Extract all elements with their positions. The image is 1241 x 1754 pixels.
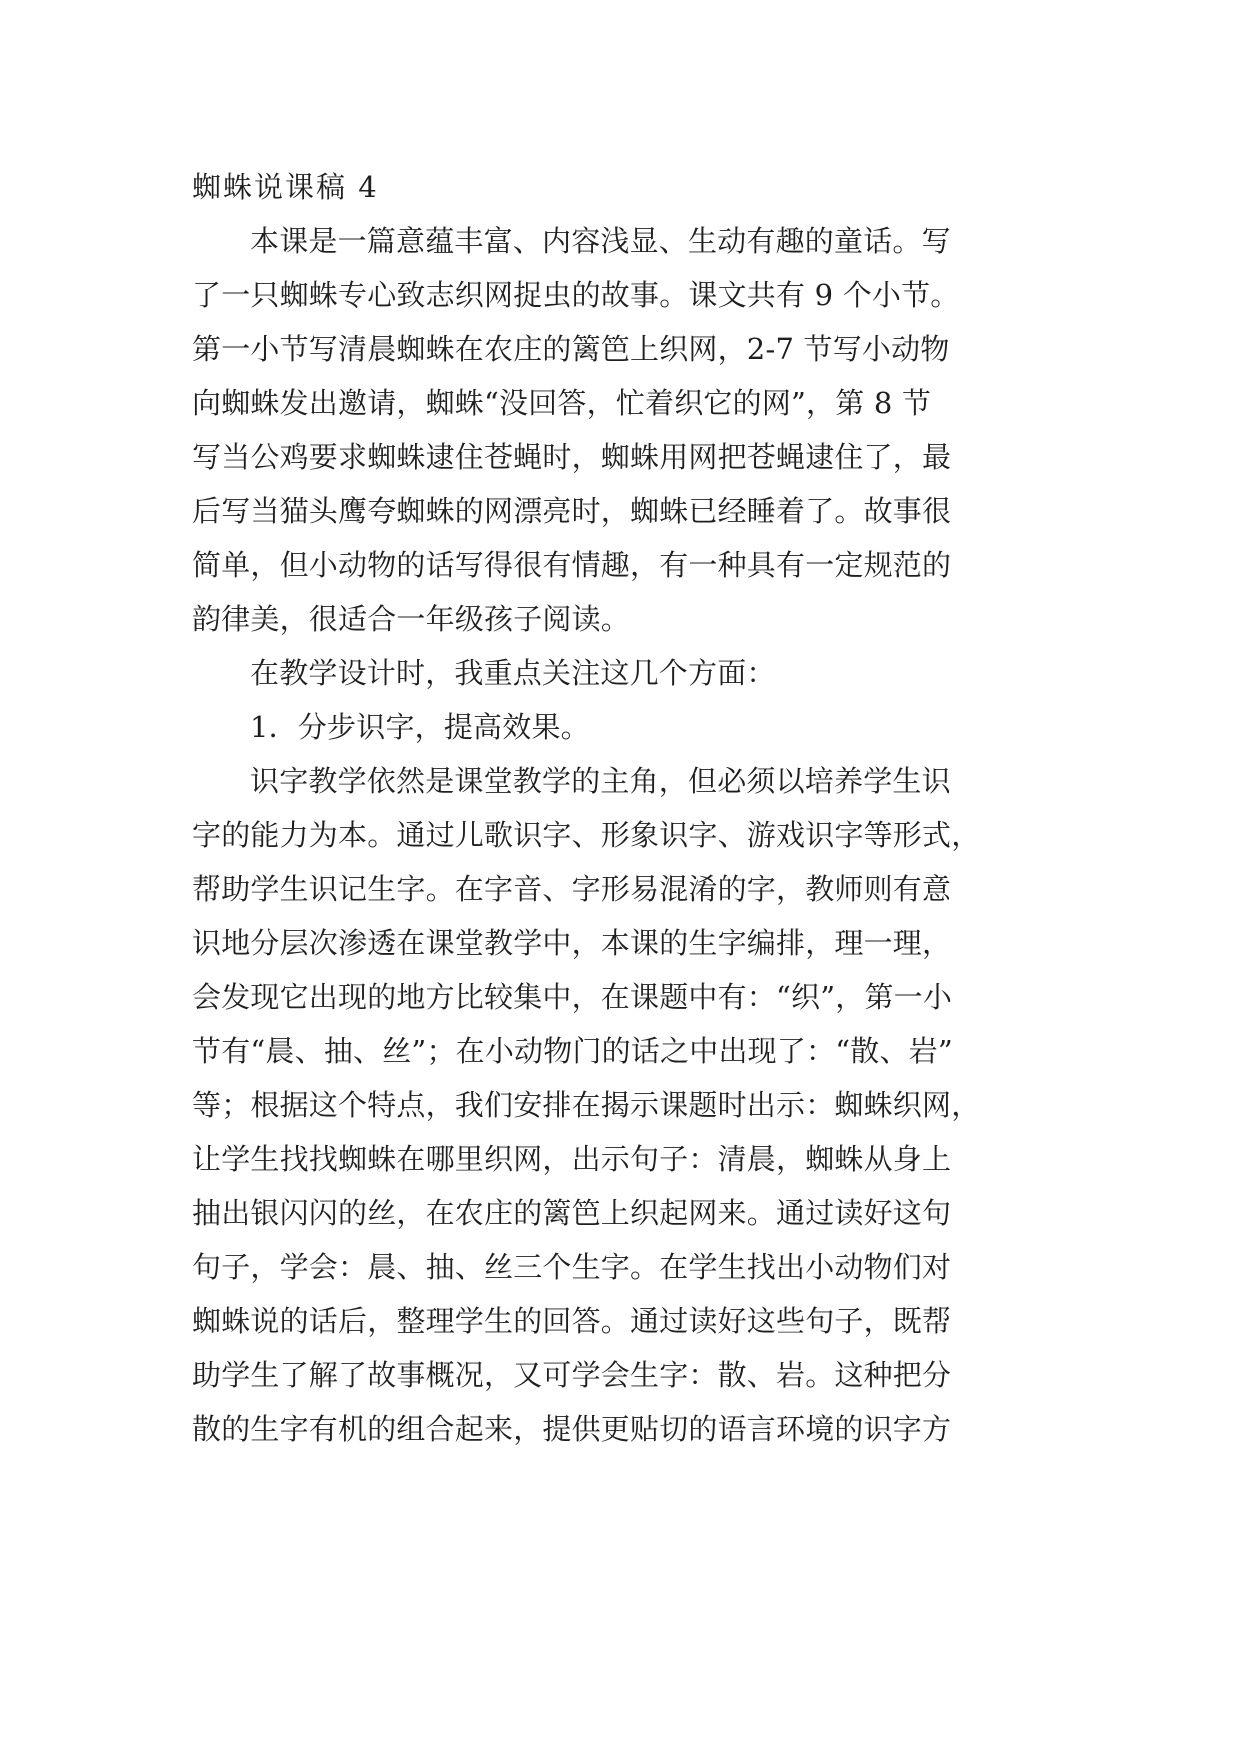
text-line: 了一只蜘蛛专心致志织网捉虫的故事。课文共有 9 个小节。 (192, 278, 960, 312)
text-line: 第一小节写清晨蜘蛛在农庄的篱笆上织网，2-7 节写小动物 (192, 332, 950, 366)
text-line: 写当公鸡要求蜘蛛逮住苍蝇时，蜘蛛用网把苍蝇逮住了，最 (192, 440, 952, 474)
text-line: 散的生字有机的组合起来，提供更贴切的语言环境的识字方 (192, 1412, 952, 1446)
text-line: 等；根据这个特点，我们安排在揭示课题时出示：蜘蛛织网， (192, 1088, 981, 1122)
text-line: 向蜘蛛发出邀请，蜘蛛“没回答，忙着织它的网”，第 8 节 (192, 386, 932, 420)
document-title: 蜘蛛说课稿 4 (192, 170, 379, 204)
text-line: 节有“晨、抽、丝”；在小动物门的话之中出现了：“散、岩” (192, 1034, 953, 1068)
text-line: 助学生了解了故事概况，又可学会生字：散、岩。这种把分 (192, 1358, 952, 1392)
text-line: 本课是一篇意蕴丰富、内容浅显、生动有趣的童话。写 (250, 224, 951, 258)
text-line: 抽出银闪闪的丝，在农庄的篱笆上织起网来。通过读好这句 (192, 1196, 952, 1230)
text-line: 帮助学生识记生字。在字音、字形易混淆的字，教师则有意 (192, 872, 952, 906)
text-line: 1．分步识字，提高效果。 (250, 710, 590, 744)
text-line: 句子，学会：晨、抽、丝三个生字。在学生找出小动物们对 (192, 1250, 952, 1284)
text-line: 简单，但小动物的话写得很有情趣，有一种具有一定规范的 (192, 548, 952, 582)
text-line: 在教学设计时，我重点关注这几个方面： (250, 656, 776, 690)
text-line: 后写当猫头鹰夸蜘蛛的网漂亮时，蜘蛛已经睡着了。故事很 (192, 494, 952, 528)
document-body (192, 160, 1072, 1456)
text-line: 让学生找找蜘蛛在哪里织网，出示句子：清晨，蜘蛛从身上 (192, 1142, 952, 1176)
text-line: 蜘蛛说的话后，整理学生的回答。通过读好这些句子，既帮 (192, 1304, 952, 1338)
text-line: 韵律美，很适合一年级孩子阅读。 (192, 602, 631, 636)
text-line: 字的能力为本。通过儿歌识字、形象识字、游戏识字等形式， (192, 818, 981, 852)
text-line: 识地分层次渗透在课堂教学中，本课的生字编排，理一理， (192, 926, 952, 960)
text-line: 识字教学依然是课堂教学的主角，但必须以培养学生识 (250, 764, 951, 798)
text-line: 会发现它出现的地方比较集中，在课题中有：“织”，第一小 (192, 980, 953, 1014)
